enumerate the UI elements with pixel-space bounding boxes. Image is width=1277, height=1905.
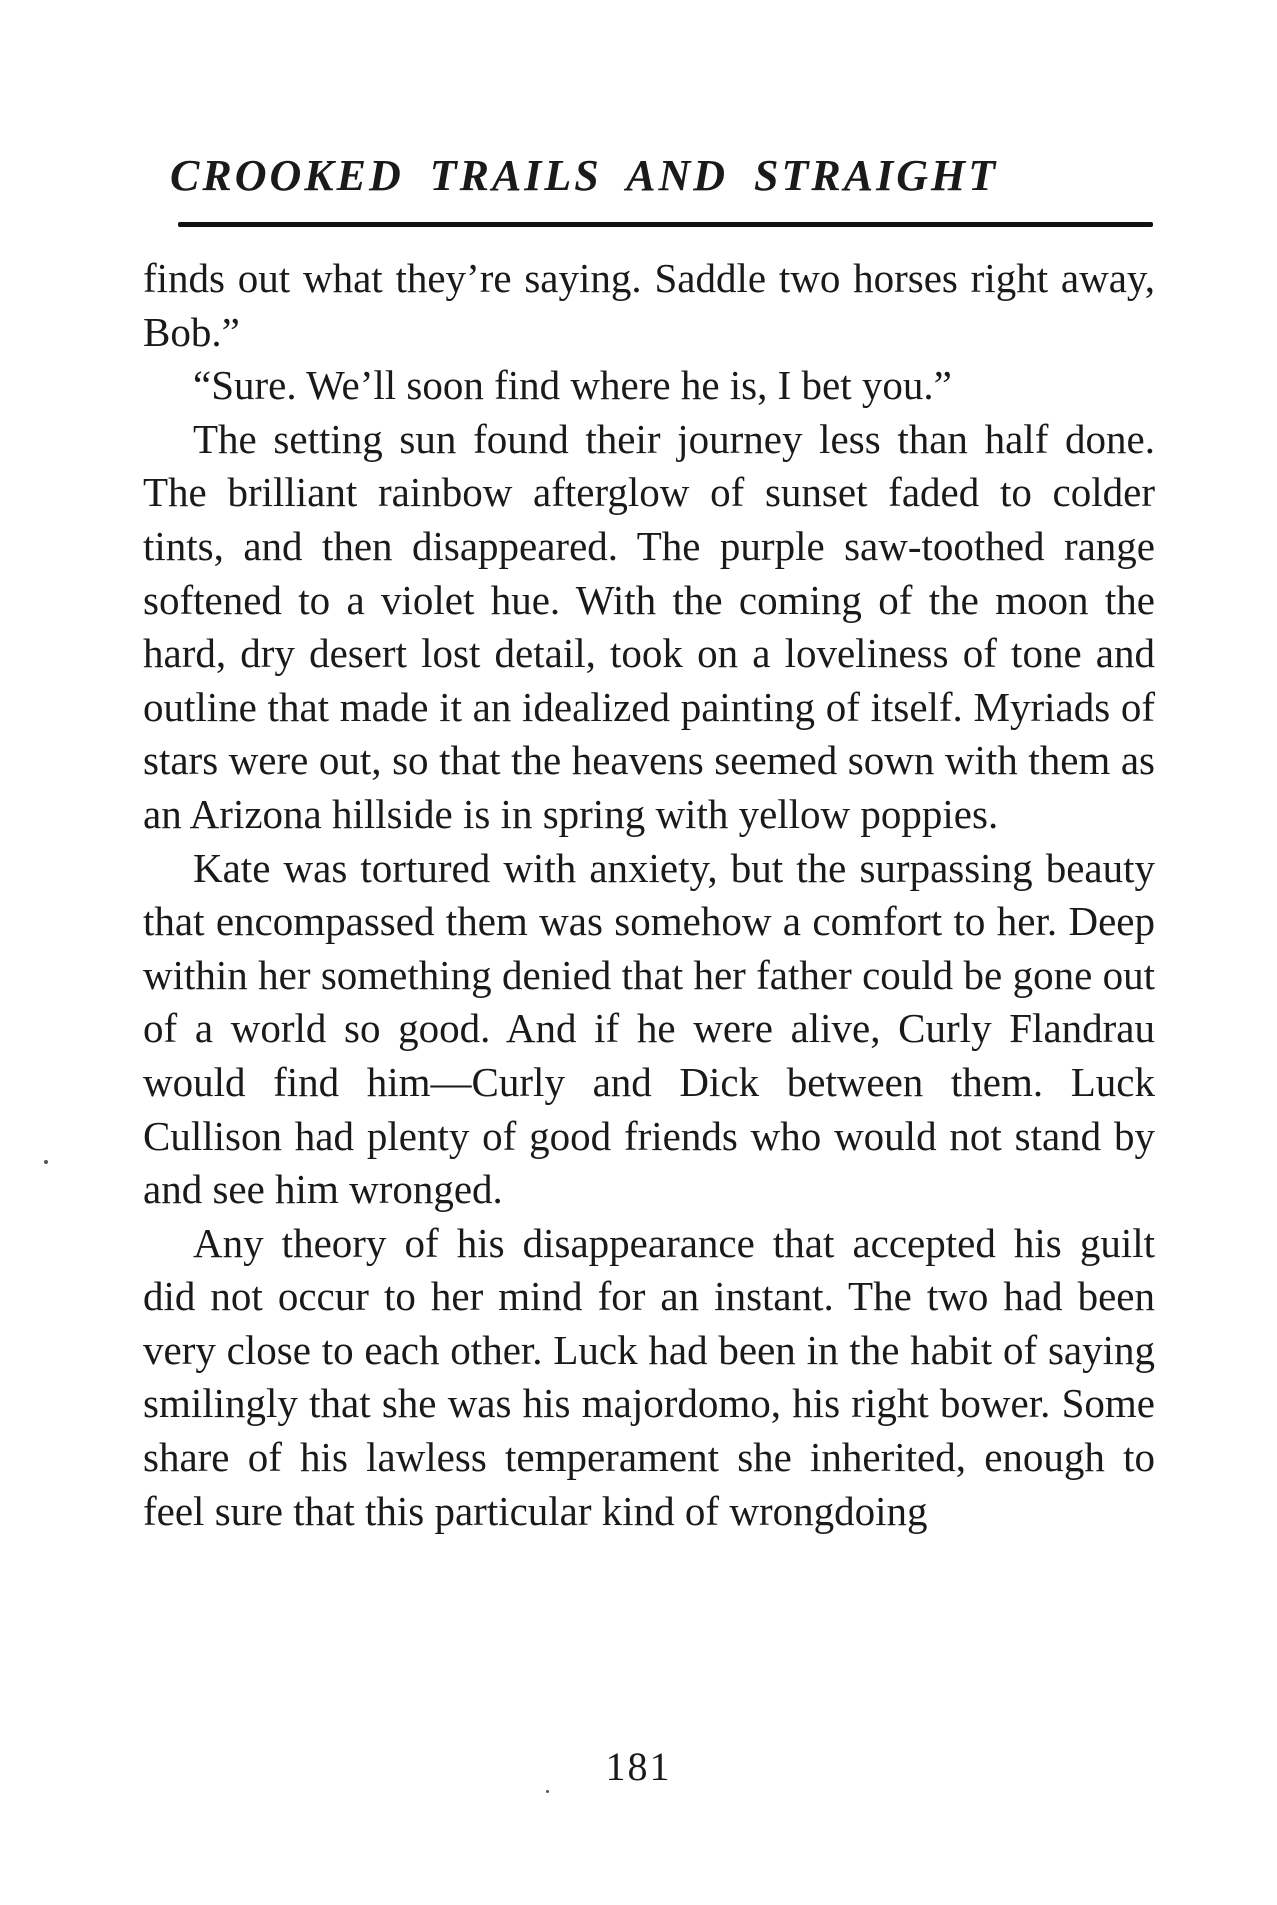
paragraph: Kate was tortured with anxiety, but the surpassing beauty that encompassed them was somehow a comfort to her. Deep within her something denied that her father could be gone out of a world so good. And if he were alive, Curly Flandrau would find him—Curly and Dick between them. Luck Cullison had plenty of good friends who would not stand by and see him wronged. — [143, 844, 1155, 1213]
page-number: 181 — [605, 1744, 672, 1789]
header-rule — [178, 222, 1153, 227]
paragraph-continued: finds out what they’re saying. Saddle two horses right away, Bob.” — [143, 255, 1155, 355]
running-head: CROOKED TRAILS AND STRAIGHT — [170, 151, 999, 200]
paragraph: “Sure. We’ll soon find where he is, I bet you.” — [193, 362, 952, 409]
body-text — [143, 252, 1155, 1538]
paragraph: Any theory of his disappearance that accepted his guilt did not occur to her mind for an instant. The two had been very close to each other. Luck had been in the habit of saying smilingly that she was his majordomo, his right bower. Some share of his lawless temperament she inherited, enough to feel sure that this particular kind of wrongdoing — [143, 1219, 1155, 1534]
scan-speck — [546, 1790, 549, 1793]
paragraph: The setting sun found their journey less than half done. The brilliant rainbow afterglow of sunset faded to colder tints, and then disappeared. The purple saw-toothed range softened to a violet hue. With the coming of the moon the hard, dry desert lost detail, took on a loveliness of tone and outline that made it an idealized painting of itself. Myriads of stars were out, so that the heavens seemed sown with them as an Arizona hillside is in spring with yellow poppies. — [143, 415, 1155, 837]
scan-speck — [44, 1160, 48, 1164]
